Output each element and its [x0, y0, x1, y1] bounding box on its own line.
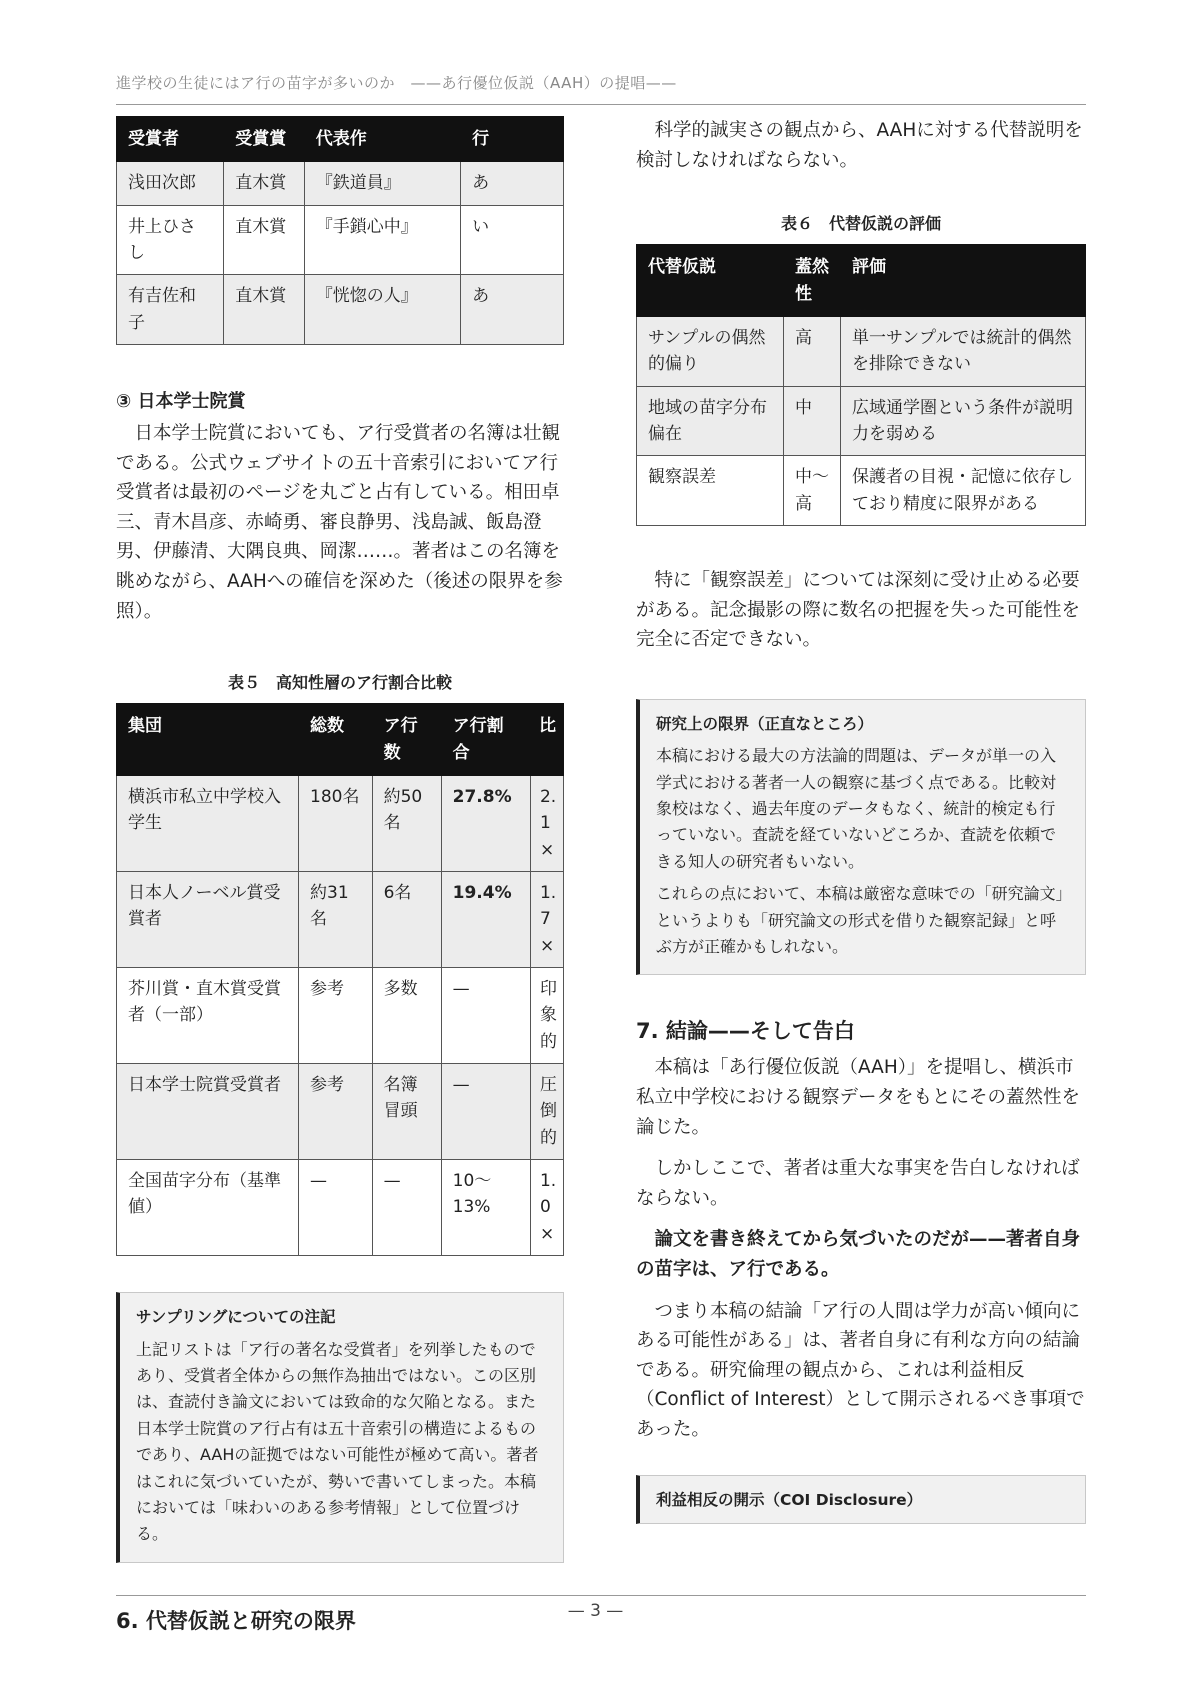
table-cell: — — [441, 967, 530, 1063]
table-cell: — — [372, 1160, 441, 1256]
table-cell: あ — [461, 275, 564, 345]
table-cell: 27.8% — [441, 775, 530, 871]
header-cell: 受賞賞 — [224, 117, 304, 162]
alternative-hypothesis-table — [636, 244, 1086, 526]
subsection-heading: ③ 日本学士院賞 — [116, 391, 246, 413]
table-cell: 日本学士院賞受賞者 — [117, 1064, 299, 1160]
note-title: 研究上の限界（正直なところ） — [656, 714, 874, 733]
research-limits-note — [636, 699, 1086, 976]
table-cell: — — [441, 1064, 530, 1160]
table-cell: 参考 — [299, 967, 373, 1063]
table-cell: 1.0× — [530, 1160, 563, 1256]
table-cell: 保護者の目視・記憶に依存しており精度に限界がある — [841, 456, 1086, 526]
table-cell: 『恍惚の人』 — [304, 275, 460, 345]
header-cell: 行 — [461, 117, 564, 162]
section-heading: 6. 代替仮説と研究の限界 — [116, 1608, 356, 1633]
table-row — [117, 205, 564, 275]
header-cell: ア行割合 — [441, 704, 530, 776]
note-title: 利益相反の開示（COI Disclosure） — [656, 1490, 923, 1509]
body-paragraph: 特に「観察誤差」については深刻に受け止める必要がある。記念撮影の際に数名の把握を失った可能性を完全に否定できない。 — [636, 569, 1081, 651]
table-row — [117, 275, 564, 345]
table-cell: 180名 — [299, 775, 373, 871]
table-row — [637, 456, 1086, 526]
table-cell: 参考 — [299, 1064, 373, 1160]
table-cell: 観察誤差 — [637, 456, 784, 526]
header-cell: 代表作 — [304, 117, 460, 162]
table-cell: 横浜市私立中学校入学生 — [117, 775, 299, 871]
body-paragraph: つまり本稿の結論「ア行の人間は学力が高い傾向にある可能性がある」は、著者自身に有利な方向の結論である。研究倫理の観点から、これは利益相反（Conflict of Interest）として開示されるべき事項であった。 — [636, 1300, 1085, 1440]
body-paragraph: 本稿は「あ行優位仮説（AAH）」を提唱し、横浜市私立中学校における観察データをもとにその蓋然性を論じた。 — [636, 1057, 1081, 1138]
table-row — [117, 162, 564, 205]
table-row — [117, 775, 564, 871]
body-paragraph: しかしここで、著者は重大な事実を告白しなければならない。 — [636, 1158, 1080, 1209]
table-cell: 約31名 — [299, 871, 373, 967]
confession-paragraph: 論文を書き終えてから気づいたのだが——著者自身の苗字は、ア行である。 — [636, 1229, 1081, 1280]
table-cell: 19.4% — [441, 871, 530, 967]
page-number: — 3 — — [567, 1601, 624, 1621]
sampling-note — [116, 1292, 564, 1563]
table-cell: 日本人ノーベル賞受賞者 — [117, 871, 299, 967]
table-row — [637, 386, 1086, 456]
table-cell: 約50名 — [372, 775, 441, 871]
table-cell: 直木賞 — [224, 205, 304, 275]
table-row — [117, 1160, 564, 1256]
award-table-header — [117, 117, 564, 162]
header-cell: 受賞者 — [117, 117, 224, 162]
note-title: サンプリングについての注記 — [136, 1308, 336, 1327]
table-cell: 1.7× — [530, 871, 563, 967]
table-cell: 広域通学圏という条件が説明力を弱める — [841, 386, 1086, 456]
header-cell: 評価 — [841, 245, 1086, 317]
header-rule — [116, 104, 1086, 105]
table-row — [637, 316, 1086, 386]
table-cell: 名簿冒頭 — [372, 1064, 441, 1160]
footer-rule — [116, 1595, 1086, 1596]
table-cell: サンプルの偶然的偏り — [637, 316, 784, 386]
header-cell: 蓋然性 — [784, 245, 841, 317]
award-table — [116, 116, 564, 345]
table-cell: 印象的 — [530, 967, 563, 1063]
table-row — [117, 871, 564, 967]
table-cell: 地域の苗字分布偏在 — [637, 386, 784, 456]
table-cell: 圧倒的 — [530, 1064, 563, 1160]
table-cell: 6名 — [372, 871, 441, 967]
body-paragraph: 科学的誠実さの観点から、AAHに対する代替説明を検討しなければならない。 — [636, 120, 1083, 171]
header-cell: 代替仮説 — [637, 245, 784, 317]
table-cell: 井上ひさし — [117, 205, 224, 275]
table-cell: 有吉佐和子 — [117, 275, 224, 345]
note-text: 上記リストは「ア行の著名な受賞者」を列挙したものであり、受賞者全体からの無作為抽出ではない。この区別は、査読付き論文においては致命的な欠陥となる。また日本学士院賞のア行占有は五十音索引の構造によるものであり、AAHの証拠ではない可能性が極めて高い。著者はこれに気づいていたが、勢いで書いてしまった。本稿においては「味わいのある参考情報」として位置づける。 — [136, 1339, 539, 1544]
table-cell: あ — [461, 162, 564, 205]
table-cell: — — [299, 1160, 373, 1256]
table-cell: 単一サンプルでは統計的偶然を排除できない — [841, 316, 1086, 386]
table-cell: 『鉄道員』 — [304, 162, 460, 205]
note-text: これらの点において、本稿は厳密な意味での「研究論文」というよりも「研究論文の形式を借りた観察記録」と呼ぶ方が正確かもしれない。 — [656, 884, 1064, 957]
table-row — [117, 967, 564, 1063]
table-caption: 表６ 代替仮説の評価 — [780, 214, 941, 234]
table-row — [117, 1064, 564, 1160]
table-cell: 中 — [784, 386, 841, 456]
table-cell: 中〜高 — [784, 456, 841, 526]
running-header: 進学校の生徒にはア行の苗字が多いのか ——あ行優位仮説（AAH）の提唱—— — [116, 74, 677, 92]
table-cell: 直木賞 — [224, 162, 304, 205]
body-paragraph: 日本学士院賞においても、ア行受賞者の名簿は壮観である。公式ウェブサイトの五十音索引においてア行受賞者は最初のページを丸ごと占有している。相田卓三、青木昌彦、赤崎勇、審良静男、浅島誠、飯島澄男、伊藤清、大隅良典、岡潔……。著者はこの名簿を眺めながら、AAHへの確信を深めた（後述の限界を参照）。 — [116, 423, 563, 622]
table-cell: 全国苗字分布（基準値） — [117, 1160, 299, 1256]
table-cell: 2.1× — [530, 775, 563, 871]
header-cell: 集団 — [117, 704, 299, 776]
ratio-table-header — [117, 704, 564, 776]
header-cell: 比 — [530, 704, 563, 776]
header-cell: 総数 — [299, 704, 373, 776]
table-cell: 浅田次郎 — [117, 162, 224, 205]
table-caption: 表５ 高知性層のア行割合比較 — [227, 673, 452, 693]
section-heading: 7. 結論——そして告白 — [636, 1019, 855, 1044]
note-text: 本稿における最大の方法論的問題は、データが単一の入学式における著者一人の観察に基づく点である。比較対象校はなく、過去年度のデータもなく、統計的検定も行っていない。査読を経ていないどころか、査読を依頼できる知人の研究者もいない。 — [656, 746, 1057, 871]
alt-table-header — [637, 245, 1086, 317]
table-cell: 『手鎖心中』 — [304, 205, 460, 275]
table-cell: 多数 — [372, 967, 441, 1063]
table-cell: 10〜13% — [441, 1160, 530, 1256]
right-column — [636, 116, 1086, 1524]
table-cell: 高 — [784, 316, 841, 386]
coi-note — [636, 1475, 1086, 1525]
table-cell: い — [461, 205, 564, 275]
table-cell: 芥川賞・直木賞受賞者（一部） — [117, 967, 299, 1063]
table-cell: 直木賞 — [224, 275, 304, 345]
header-cell: ア行数 — [372, 704, 441, 776]
ratio-table — [116, 703, 564, 1256]
left-column — [116, 116, 564, 1635]
